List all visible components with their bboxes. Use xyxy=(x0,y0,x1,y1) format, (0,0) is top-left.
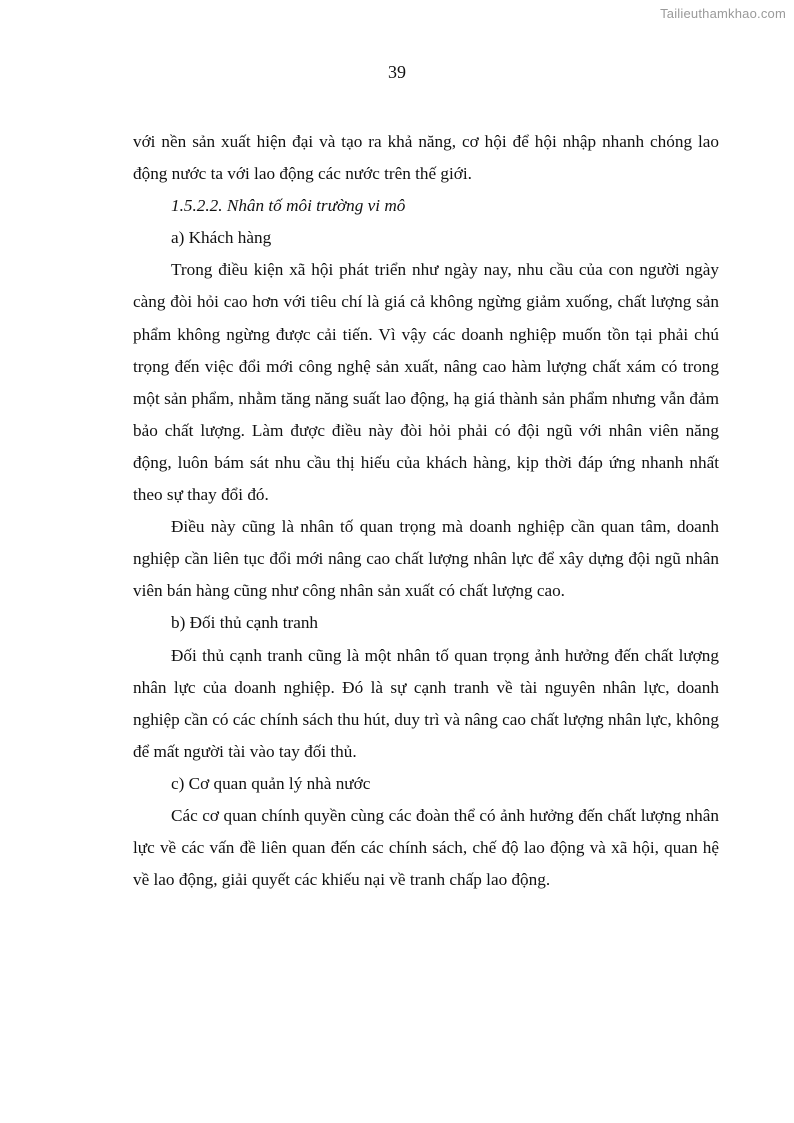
paragraph-importance: Điều này cũng là nhân tố quan trọng mà doanh nghiệp cần quan tâm, doanh nghiệp cần liên tục đổi mới nâng cao chất lượng nhân lực để xây dựng đội ngũ nhân viên bán hàng cũng như công nhân sản xuất có chất lượng cao. xyxy=(133,517,719,601)
paragraph-continuation: với nền sản xuất hiện đại và tạo ra khả năng, cơ hội để hội nhập nhanh chóng lao động nước ta với lao động các nước trên thế giới. xyxy=(133,132,719,184)
paragraph-competitors: Đối thủ cạnh tranh cũng là một nhân tố quan trọng ảnh hưởng đến chất lượng nhân lực của doanh nghiệp. Đó là sự cạnh tranh về tài nguyên nhân lực, doanh nghiệp cần có các chính sách thu hút, duy trì và nâng cao chất lượng nhân lực, không để mất người tài vào tay đối thủ. xyxy=(133,645,719,761)
document-body xyxy=(133,126,719,896)
watermark: Tailieuthamkhao.com xyxy=(660,6,786,21)
subheading-state-agencies: c) Cơ quan quản lý nhà nước xyxy=(171,773,371,793)
paragraph-state-agencies: Các cơ quan chính quyền cùng các đoàn thể có ảnh hưởng đến chất lượng nhân lực về các vấn đề liên quan đến các chính sách, chế độ lao động và xã hội, quan hệ về lao động, giải quyết các khiếu nại về tranh chấp lao động. xyxy=(133,805,719,890)
section-heading: 1.5.2.2. Nhân tố môi trường vi mô xyxy=(171,196,406,216)
subheading-customers: a) Khách hàng xyxy=(171,228,272,248)
subheading-competitors: b) Đối thủ cạnh tranh xyxy=(171,613,319,633)
paragraph-customers: Trong điều kiện xã hội phát triển như ngày nay, nhu cầu của con người ngày càng đòi hỏi cao hơn với tiêu chí là giá cả không ngừng giảm xuống, chất lượng sản phẩm không ngừng được cải tiến. Vì vậy các doanh nghiệp muốn tồn tại phải chú trọng đến việc đổi mới công nghệ sản xuất, nâng cao hàm lượng chất xám có trong một sản phẩm, nhằm tăng năng suất lao động, hạ giá thành sản phẩm nhưng vẫn đảm bảo chất lượng. Làm được điều này đòi hỏi phải có đội ngũ với nhân viên năng động, luôn bám sát nhu cầu thị hiếu của khách hàng, kịp thời đáp ứng nhanh nhất theo sự thay đổi đó. xyxy=(133,260,719,505)
page-number: 39 xyxy=(388,62,406,82)
